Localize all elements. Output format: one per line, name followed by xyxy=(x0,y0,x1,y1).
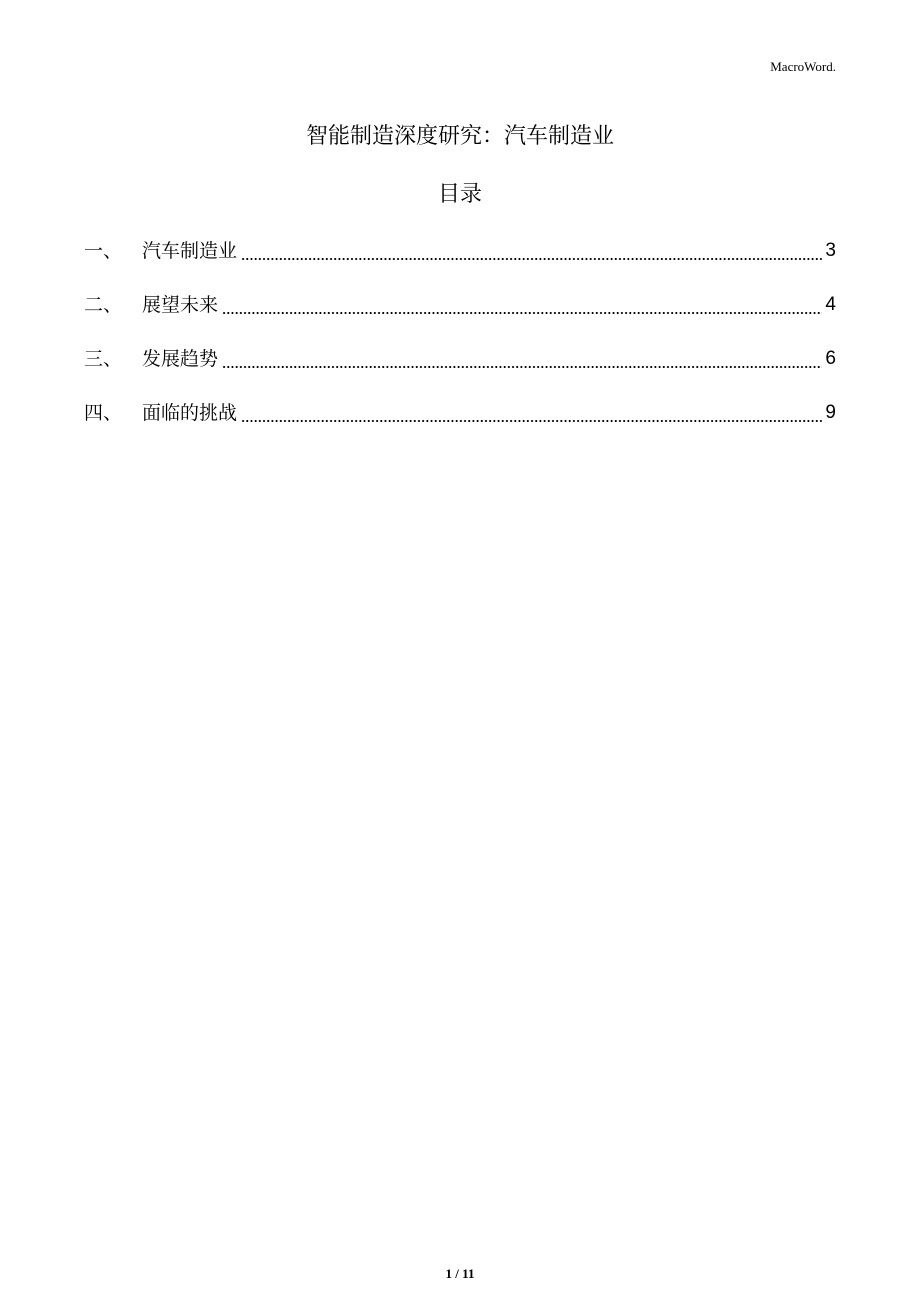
toc-entry[interactable] xyxy=(84,290,836,320)
toc-entry-number: 一、 xyxy=(84,240,123,262)
toc-entry-label[interactable]: 发展趋势 xyxy=(142,348,219,370)
toc-entry[interactable] xyxy=(84,344,836,374)
toc-entry-number: 四、 xyxy=(84,402,123,424)
toc-entry-page-number[interactable]: 4 xyxy=(825,294,836,315)
toc-entry-label[interactable]: 汽车制造业 xyxy=(142,240,238,262)
toc-entry-number: 三、 xyxy=(84,348,123,370)
toc-entry-page-number[interactable]: 6 xyxy=(825,348,836,369)
toc-entry[interactable] xyxy=(84,398,836,428)
toc-dot-leader xyxy=(222,344,822,374)
header-brand: MacroWord. xyxy=(770,59,836,74)
toc-dot-leader xyxy=(241,236,822,266)
page-number-footer: 1 / 11 xyxy=(445,1266,475,1281)
toc-entry-label[interactable]: 展望未来 xyxy=(142,294,219,316)
toc-entry-page-number[interactable]: 3 xyxy=(825,240,836,261)
toc-entry-label[interactable]: 面临的挑战 xyxy=(142,402,238,424)
document-title: 智能制造深度研究：汽车制造业 xyxy=(305,124,614,149)
toc-entry-page-number[interactable]: 9 xyxy=(825,402,836,423)
table-of-contents xyxy=(84,236,836,452)
toc-dot-leader xyxy=(222,290,822,320)
toc-entry[interactable] xyxy=(84,236,836,266)
toc-entry-number: 二、 xyxy=(84,294,123,316)
toc-dot-leader xyxy=(241,398,822,428)
toc-heading: 目录 xyxy=(437,182,482,207)
